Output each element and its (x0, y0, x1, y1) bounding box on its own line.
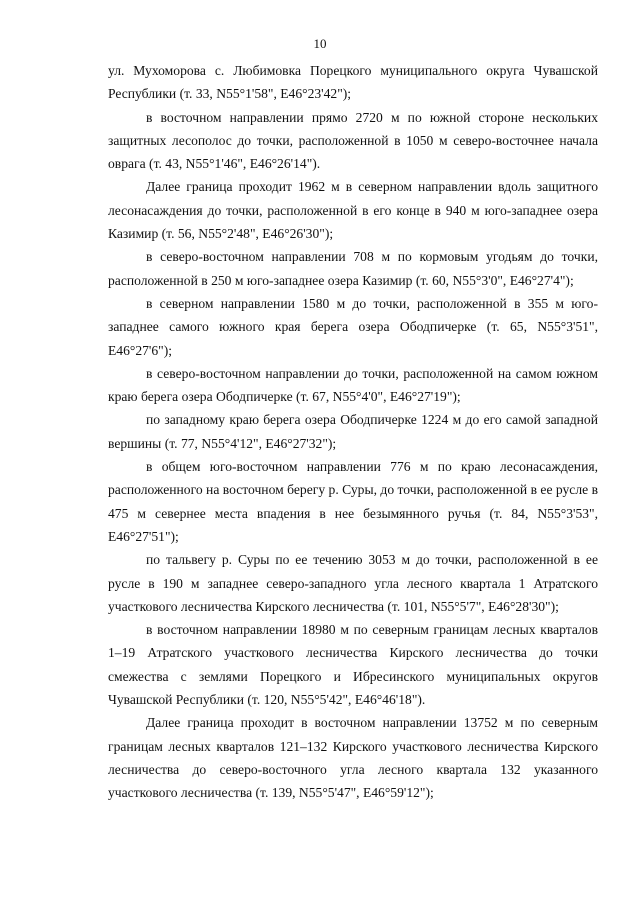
paragraph: в северном направлении 1580 м до точки, расположенной в 355 м юго-западнее самого южного края берега озера Ободпичерке (т. 65, N55°3'51", E46°27'6"); (108, 295, 598, 358)
paragraph: в восточном направлении прямо 2720 м по южной стороне нескольких защитных лесополос до точки, расположенной в 1050 м северо-восточнее начала оврага (т. 43, N55°1'46", E46°26'14"). (108, 109, 598, 172)
paragraph: по тальвегу р. Суры по ее течению 3053 м до точки, расположенной в ее русле в 190 м западнее северо-западного угла лесного квартала 1 Атратского участкового лесничества Кирского лесничества (т. 101, N55°5'7", E46°28'30"); (108, 552, 598, 614)
paragraph: ул. Мухоморова с. Любимовка Порецкого муниципального округа Чувашской Республики (т. 33, N55°1'58", E46°23'42"); (108, 63, 598, 102)
paragraph: в северо-восточном направлении до точки, расположенной на самом южном краю берега озера Ободпичерке (т. 67, N55°4'0", E46°27'19"); (108, 365, 598, 405)
page-number: 10 (313, 36, 327, 51)
paragraph: Далее граница проходит в восточном направлении 13752 м по северным границам лесных кварталов 121–132 Кирского участкового лесничества Кирского лесничества до северо-восточного угла лесного квартала 132 указанного участкового лесничества (т. 139, N55°5'47", E46°59'12"); (108, 715, 598, 801)
paragraph: в восточном направлении 18980 м по северным границам лесных кварталов 1–19 Атратского участкового лесничества Кирского лесничества до точки смежества с землями Порецкого и Ибресинского муниципальных округов Чувашской Республики (т. 120, N55°5'42", E46°46'18"). (108, 622, 598, 708)
paragraph: в северо-восточном направлении 708 м по кормовым угодьям до точки, расположенной в 250 м юго-западнее озера Казимир (т. 60, N55°3'0", E46°27'4"); (108, 249, 598, 288)
paragraph: в общем юго-восточном направлении 776 м по краю лесонасаждения, расположенного на восточном берегу р. Суры, до точки, расположенной в ее русле в 475 м севернее места впадения в нее безымянного ручья (т. 84, N55°3'53", E46°27'51"); (108, 459, 598, 544)
paragraph: по западному краю берега озера Ободпичерке 1224 м до его самой западной вершины (т. 77, N55°4'12", E46°27'32"); (108, 412, 598, 451)
document-body (108, 59, 598, 805)
paragraph: Далее граница проходит 1962 м в северном направлении вдоль защитного лесонасаждения до точки, расположенной в его конце в 940 м юго-западнее озера Казимир (т. 56, N55°2'48", E46°26'30"); (108, 179, 598, 242)
